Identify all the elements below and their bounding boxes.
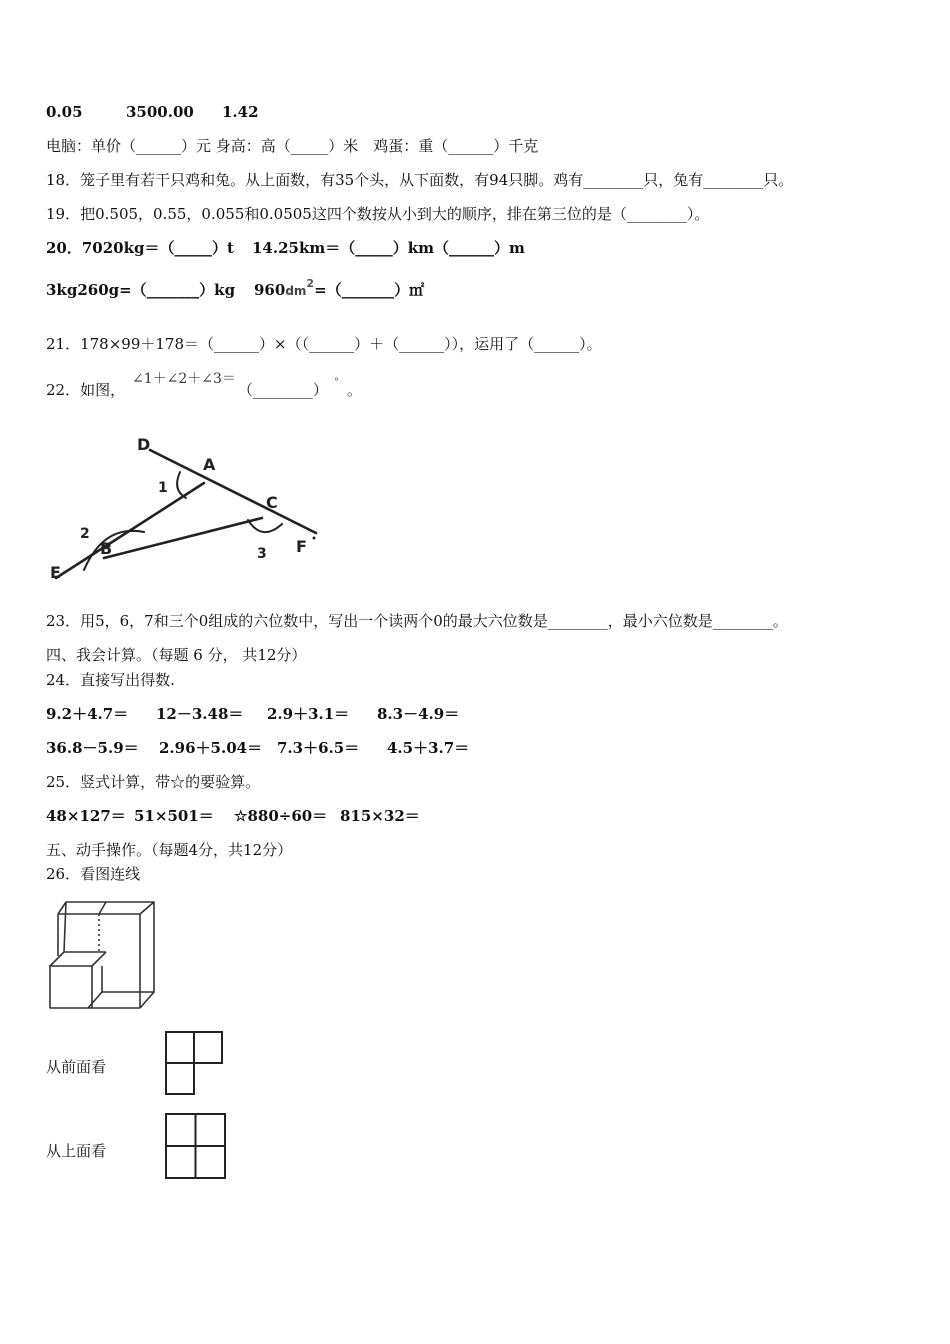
line-b-c	[104, 518, 262, 558]
question-20-part-b: 14.25km＝（_____）km（______）m	[252, 239, 525, 257]
line-d-f	[150, 450, 316, 533]
view-top-label: 从上面看	[46, 1142, 107, 1160]
question-20-part-d-number: 960	[254, 281, 286, 299]
question-20-part-d-rest: =（_______）㎡	[314, 281, 425, 299]
calc-item: 51×501＝	[134, 807, 214, 825]
point-label-a: A	[203, 455, 216, 474]
degree-mark: °	[333, 377, 339, 388]
calc-item: 48×127＝	[46, 807, 126, 825]
number-row	[46, 102, 259, 122]
number-a: 0.05	[46, 103, 83, 121]
calc-item: 4.5＋3.7＝	[387, 739, 470, 757]
front-view-grid	[164, 1030, 224, 1096]
question-26: 26．看图连线	[46, 865, 141, 883]
cube-figure	[44, 896, 160, 1012]
angle-sum-expression: ∠1＋∠2＋∠3＝	[132, 371, 236, 387]
view-front-label: 从前面看	[46, 1058, 107, 1076]
number-b: 3500.00	[126, 103, 194, 121]
calc-item: 7.3＋6.5＝	[277, 739, 360, 757]
question-23: 23．用5，6，7和三个0组成的六位数中，写出一个读两个0的最大六位数是________，最小六位数是________。	[46, 612, 788, 630]
angle-label-1: 1	[158, 480, 168, 496]
angle-label-3: 3	[257, 546, 267, 562]
section-4-heading: 四、我会计算。（每题 6 分， 共12分）	[46, 646, 307, 664]
question-20	[46, 238, 525, 258]
point-label-d: D	[137, 435, 151, 454]
calc-item: ☆880÷60＝	[234, 807, 328, 825]
point-label-e: E	[50, 563, 61, 582]
calc-item: 2.96＋5.04＝	[159, 739, 263, 757]
calc-item: 9.2＋4.7＝	[46, 705, 129, 723]
question-22-blank: （________）	[237, 381, 328, 399]
question-20-part-c: 3kg260g=（_______）kg	[46, 281, 236, 299]
question-19: 19．把0.505，0.55，0.055和0.0505这四个数按从小到大的顺序，排在第三位的是（________）。	[46, 205, 710, 223]
unit-exponent: 2	[306, 277, 315, 290]
units-row: 电脑：单价（______）元 身高：高（_____）米 鸡蛋：重（______）千克	[46, 137, 539, 155]
calc-row-1	[46, 704, 459, 724]
angle-label-2: 2	[80, 526, 90, 542]
point-label-c: C	[266, 493, 278, 512]
top-view-grid	[164, 1112, 228, 1180]
question-22-prefix: 22．如图，	[46, 381, 126, 399]
section-5-heading: 五、动手操作。（每题4分，共12分）	[46, 841, 293, 859]
calc-row-2	[46, 738, 469, 758]
point-label-b: B	[100, 539, 113, 558]
question-21: 21．178×99＋178＝（______）×（（______）＋（______）），运用了（______）。	[46, 335, 602, 353]
vertical-calc-row	[46, 806, 420, 826]
calc-item: 815×32＝	[340, 807, 420, 825]
point-f-dot	[313, 537, 316, 540]
unit-dm: dm2	[285, 277, 315, 298]
calc-item: 36.8－5.9＝	[46, 739, 139, 757]
calc-item: 12－3.48＝	[156, 705, 244, 723]
number-c: 1.42	[222, 103, 259, 121]
question-22	[46, 371, 362, 403]
arc-angle-3	[248, 520, 282, 532]
question-20-part-a: 20．7020kg＝（_____）t	[46, 239, 234, 257]
question-25: 25．竖式计算，带☆的要验算。	[46, 773, 261, 791]
question-20-second	[46, 277, 425, 302]
question-24: 24．直接写出得数.	[46, 671, 175, 689]
angle-figure	[44, 428, 334, 588]
cube-edge	[140, 992, 154, 1008]
calc-item: 8.3－4.9＝	[377, 705, 460, 723]
question-22-end: 。	[346, 381, 362, 399]
point-label-f: F	[296, 537, 307, 556]
calc-item: 2.9＋3.1＝	[267, 705, 350, 723]
question-18: 18．笼子里有若干只鸡和兔。从上面数，有35个头，从下面数，有94只脚。鸡有________只，兔有________只。	[46, 171, 794, 189]
